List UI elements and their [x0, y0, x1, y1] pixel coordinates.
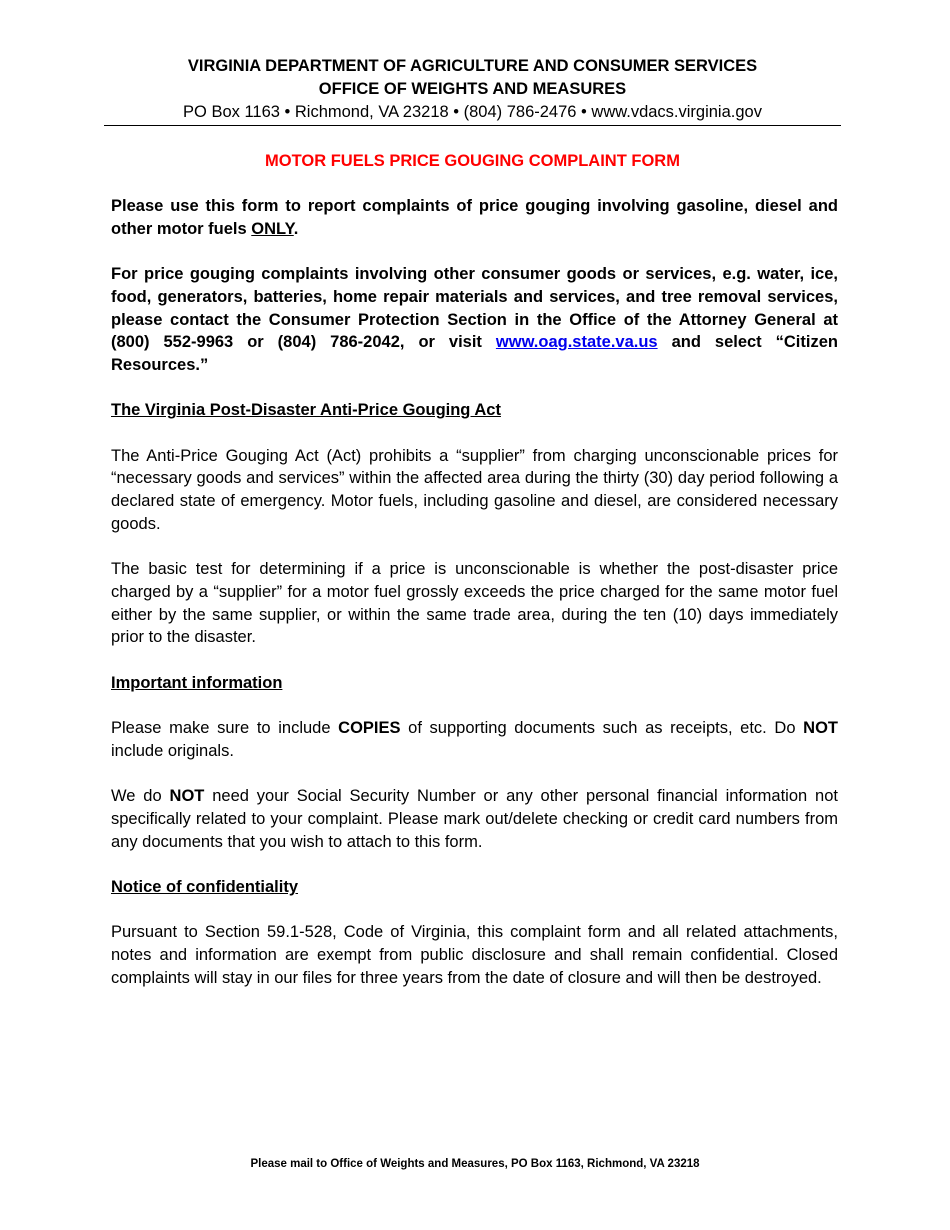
imp-p1-not: NOT: [803, 719, 838, 738]
mailing-footer: Please mail to Office of Weights and Measures, PO Box 1163, Richmond, VA 23218: [250, 1158, 700, 1170]
contact-line: PO Box 1163 • Richmond, VA 23218 • (804) 786-2476 • www.vdacs.virginia.gov: [183, 103, 762, 121]
header-divider: [104, 125, 841, 126]
intro-p1-emphasis: ONLY: [251, 219, 294, 238]
imp-p2-not: NOT: [169, 787, 205, 806]
imp-p2-c: need your Social Security Number or any other personal financial information not specifically related to your complaint. Please mark out/delete checking or credit card numbers from any documents that you wish to attach to this form.: [111, 787, 838, 851]
form-title: MOTOR FUELS PRICE GOUGING COMPLAINT FORM: [265, 152, 680, 170]
confidentiality-heading: Notice of confidentiality: [111, 877, 299, 896]
office-name: OFFICE OF WEIGHTS AND MEASURES: [318, 80, 627, 98]
imp-p2-a: We do: [111, 787, 170, 806]
agency-name: VIRGINIA DEPARTMENT OF AGRICULTURE AND CONSUMER SERVICES: [187, 57, 758, 75]
confidentiality-paragraph: Pursuant to Section 59.1-528, Code of Virginia, this complaint form and all related attachments, notes and information are exempt from public disclosure and shall remain confidential. Closed complaints will stay in our files for three years from the date of closure and will then be destroyed.: [111, 923, 838, 987]
oag-website-link[interactable]: www.oag.state.va.us: [495, 333, 658, 352]
form-body: [111, 195, 838, 1012]
act-paragraph-1: The Anti-Price Gouging Act (Act) prohibits a “supplier” from charging unconscionable prices for “necessary goods and services” within the affected area during the thirty (30) day period following a declared state of emergency. Motor fuels, including gasoline and diesel, are considered necessary goods.: [111, 446, 838, 533]
intro-p2-text: For price gouging complaints involving other consumer goods or services, e.g. water, ice, food, generators, batteries, home repair materials and services, and tree removal services, please contact the Consumer Protection Section in the Office of the Attorney General at (800) 552-9963 or (804) 786-2042, or visit: [111, 265, 838, 352]
letterhead: [104, 55, 841, 124]
act-paragraph-2: The basic test for determining if a price is unconscionable is whether the post-disaster price charged by a “supplier” for a motor fuel grossly exceeds the price charged for the same motor fuel either by the same supplier, or within the same trade area, during the ten (10) days immediately prior to the disaster.: [111, 560, 838, 647]
imp-p1-copies: COPIES: [338, 719, 401, 738]
important-heading: Important information: [111, 673, 283, 692]
intro-p1-end: .: [293, 219, 299, 238]
intro-paragraph-1: [111, 195, 838, 240]
imp-p1-e: include originals.: [111, 741, 234, 760]
intro-p1-text: Please use this form to report complaints of price gouging involving gasoline, diesel and other motor fuels: [111, 197, 838, 238]
intro-paragraph-2: [111, 263, 838, 377]
act-heading: The Virginia Post-Disaster Anti-Price Gouging Act: [111, 401, 501, 420]
important-paragraph-1: [111, 717, 838, 762]
important-paragraph-2: [111, 785, 838, 853]
imp-p1-c: of supporting documents such as receipts, etc. Do: [400, 719, 804, 738]
intro-p2-end: and select “Citizen Resources.”: [111, 333, 838, 374]
imp-p1-a: Please make sure to include: [111, 719, 339, 738]
